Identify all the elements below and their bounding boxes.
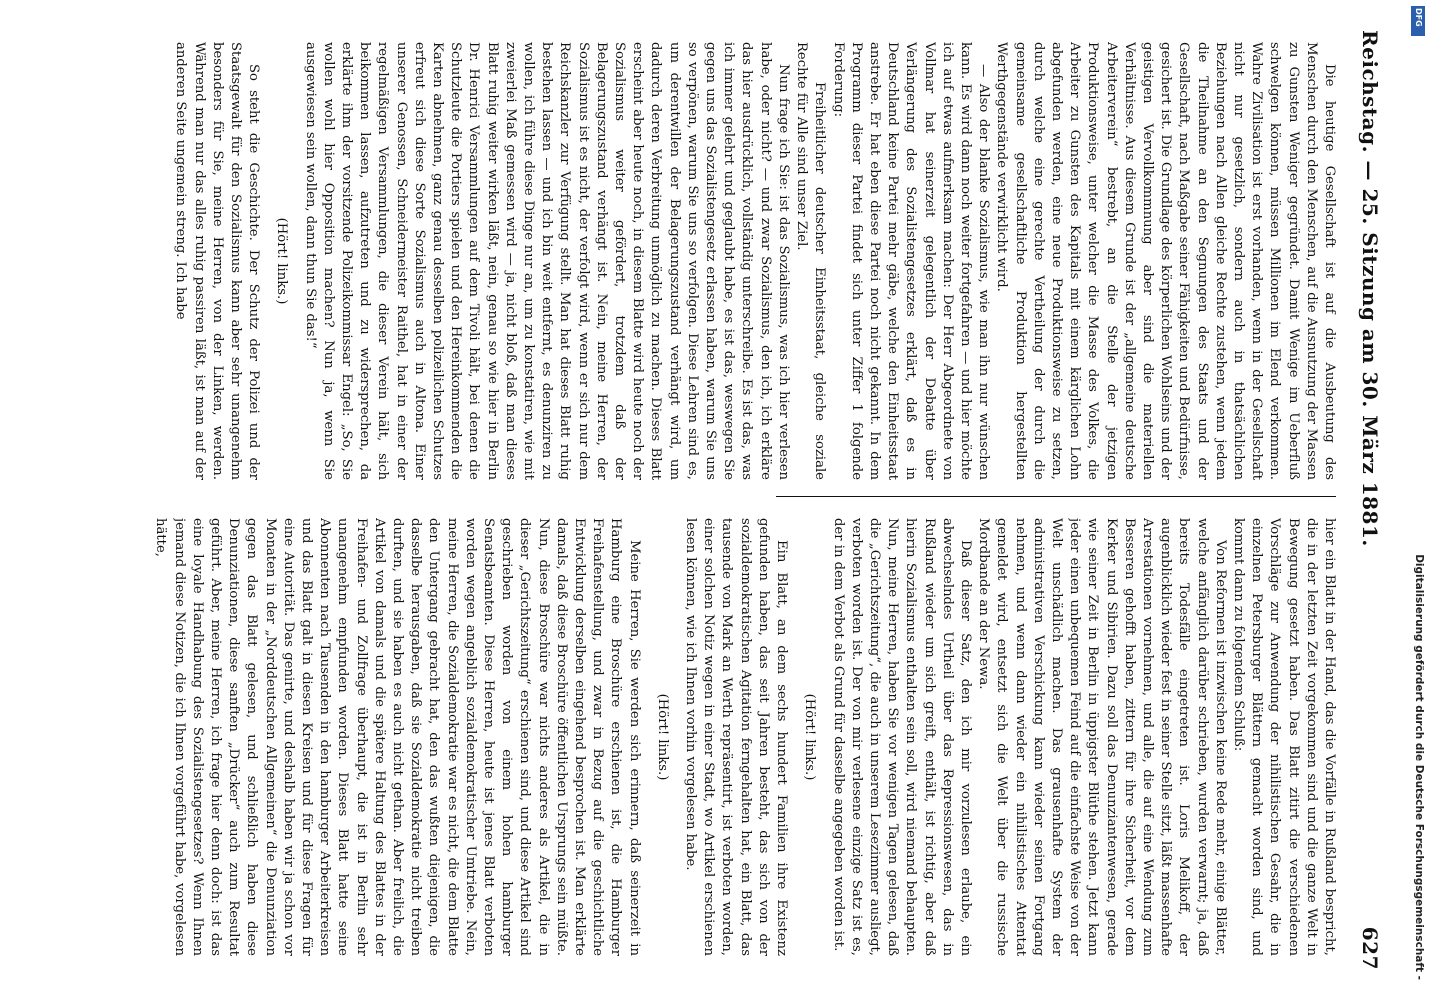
paragraph: Ein Blatt, an dem sechs hundert Familien ihre Existenz gefunden haben, das seit Jahren besteht, das sich von der sozialdemokratischen Agitation ferngehalten hat, ein Blatt, das tausende von Mark an Werth repräsentirt, ist verboten worden, einer solchen Notiz wegen in einer Stadt, wo Artikel erschienen lesen können, wie ich Ihnen vorhin vorgelesen habe. bbox=[683, 518, 790, 956]
dfg-logo-text: DFG bbox=[1414, 8, 1423, 27]
interjection: (Hört! links.) bbox=[274, 217, 290, 305]
page-header bbox=[1348, 30, 1382, 970]
dfg-logo bbox=[1411, 6, 1425, 36]
left-column bbox=[30, 42, 1338, 480]
paragraph: Meine Herren, Sie werden sich erinnern, daß seinerzeit in Hamburg eine Broschüre erschienen ist, die Hamburger Freihafenstellung, und zwar in Bezug auf die geschichtliche Entwicklung derselben eingehend besprochen ist. Man erklärte damals, daß diese Broschüre öffentlichen Ursprungs sein müßte. Nun, diese Broschüre war nichts anderes als Artikel, die in dieser „Gerichtszeitung“ erschienen sind, und diese Artikel sind geschrieben worden von einem hohen hamburger Senatsbeamten. Diese Herren, heute ist jenes Blatt verboten worden wegen angeblich sozialdemokratischer Umtriebe. Nein, meine Herren, die Sozialdemokratie war es nicht, die dem Blatte den Untergang gebracht hat, den das wußten diejenigen, die dasselbe herausgaben, daß sie Sozialdemokratie nicht treiben durften, und sie haben es auch nicht gethan. Aber freilich, die Artikel von damals und die spätere Haltung des Blattes in der Freihafen- und Zollfrage überhaupt, die ist in Berlin sehr unangenehm empfunden worden. Dieses Blatt hatte seine Abonnenten nach Tausenden in den hamburger Arbeiterkreisen und das Blatt galt in diesen Kreisen und für diese Fragen für eine Autorität. Das genirte, und deshalb haben wir ja schon vor Monaten in der „Norddeutschen Allgemeinen“ die Denunziation gegen das Blatt gelesen, und schließlich haben diese Denunziationen, diese sanften „Drücker“ auch zum Resultat geführt. Aber, meine Herren, ich frage hier denn doch: ist das eine loyale Handhabung des Sozialistengesetzes? Wenn Ihnen jemand diese Notizen, die ich Ihnen vorgeführt habe, vorgelesen hätte, bbox=[153, 518, 642, 956]
running-title: Reichstag. — 25. Sitzung am 30. März 1881. bbox=[1358, 30, 1382, 547]
paragraph: hier ein Blatt in der Hand, das die Vorfälle in Rußland bespricht, die in der letzten Zeit vorgekommen sind und die ganze Welt in Bewegung gesetzt haben. Das Blatt zitirt die verschiedenen Vorschläge zur Anwendung der nihilistischen Gesahr, die in einzelnen Petersburger Blättern gemacht worden sind, und kommt dann zu folgendem Schluß: bbox=[1230, 518, 1337, 956]
paragraph: — Also der blanke Sozialismus, wie man ihn nur wünschen kann. Es wird dann noch weiter fortgefahren — und hier möchte ich auf etwas aufmerksam machen: Der Herr Abgeordnete von Vollmar hat seinerzeit gelegentlich der Debatte über Verlängerung des Sozialistengesetzes erklärt, daß es in Deutschland keine Partei mehr gäbe, welche den Einheitsstaat anstrebe. Er hat eben diese Partei noch nicht gekannt. In dem Programm dieser Partei findet sich unter Ziffer 1 folgende Forderung: bbox=[830, 42, 992, 480]
digitization-note-text: Digitalisierung gefördert durch die Deutsche Forschungsgemeinschaft - bbox=[1413, 554, 1425, 980]
paragraph: Nun frage ich Sie: ist das Sozialismus, was ich hier verlesen habe, oder nicht? — und zwar Sozialismus, den ich, ich erkläre das hier ausdrücklich, vollständig unterschreibe. Es ist das, was ich immer gelehrt und geglaubt habe, es ist das, weswegen Sie gegen uns das Sozialistengesetz erlassen haben, warum Sie uns so verpönen, warum Sie uns so verfolgen. Diese Lehren sind es, um derentwillen der Belagerungszustand verhängt wird, um dadurch deren Verbreitung unmöglich zu machen. Dieses Blatt erscheint aber heute noch, in diesem Blatte wird heute noch der Sozialismus weiter gefördert, trotzdem daß der Belagerungszustand verhängt ist. Nein, meine Herren, der Sozialismus ist es nicht, der verfolgt wird, wenn er sich nur dem Reichskanzler zur Verfügung stellt. Man hat dieses Blatt ruhig bestehen lassen — und ich bin weit entfernt, es denunziren zu wollen, ich führe diese Dinge nur an, um zu konstatiren, wie mit zweierlei Maß gemessen wird — ja, nicht bloß, daß man dieses Blatt ruhig weiter wirken läßt, nein, genau so wie hier in Berlin Dr. Henrici Versammlungen auf dem Tivoli hält, bei denen die Schutzleute die Portiers spielen und den Hereinkommenden die Karten abnehmen, ganz genau desselben polizeilichen Schutzes erfreut sich diese Sorte Sozialismus auch in Altona. Einer unserer Genossen, Schneidermeister Raithel, hat in einer der regelmäßigen Versammlungen, die dieser Verein hält, sich beikommen lassen, aufzutreten und zu widersprechen, da erklärte ihm der vorsitzende Polizeikommissar Engel: „So, Sie wollen wohl hier Opposition machen? Nun ja, wenn Sie ausgewiesen sein wollen, dann thun Sie das!“ bbox=[302, 42, 791, 480]
column-divider bbox=[776, 496, 1336, 497]
page-number: 627 bbox=[1358, 926, 1382, 970]
digitization-note bbox=[1405, 40, 1429, 980]
paragraph: So steht die Geschichte. Der Schutz der Polizei und der Staatsgewalt für den Sozialismus kann aber sehr unangenehm besonders für Sie, meine Herren, von der Linken, werden. Während man nur das alles ruhig passiren läßt, ist man auf der anderen Seite ungemein streng. Ich habe bbox=[173, 42, 262, 480]
paragraph: Von Reformen ist inzwischen keine Rede mehr, einige Blätter, welche anfänglich darüber schrieben, wurden verwarnt; ja, daß bereits Todesfälle eingetreten ist. Loris Melikoff, der augenblicklich wieder fest in seiner Stelle sitzt, läßt massenhafte Arrestationen vornehmen, und alle, die auf eine Wendung zum Besseren gehofft haben, zittern für ihre Sicherheit, vor dem Kerker und Sibirien. Dazu soll das Denunziantenwesen, gerade wie seiner Zeit in Berlin in üppigster Blüthe stehen. Jetzt kann jeder einen unbequemen Feind auf die einfachste Weise von der Welt unschädlich machen. Das grausenhafte System der administrativen Verschickung kann wieder seinen Fortgang nehmen, und wenn dann wieder ein nihilistisches Attentat gemeldet wird, entsetzt sich die Welt über die russische Mordbande an der Newa. bbox=[976, 518, 1228, 956]
paragraph: Freiheitlicher deutscher Einheitsstaat, gleiche soziale Rechte für Alle sind unser Ziel. bbox=[794, 42, 828, 480]
interjection: (Hört! links.) bbox=[654, 693, 670, 781]
paragraph: Daß dieser Satz, den ich mir vorzulesen erlaube, ein abwechselndes Urtheil über das Repressionswesen, das in Rußland wieder um sich greift, enthält, ist richtig, aber daß hierin Sozialismus enthalten sein soll, wird niemand behaupten. Nun, meine Herren, haben Sie vor wenigen Tagen gelesen, daß die „Gerichtszeitung“, die auch in unserem Lesezimmer ausliegt, verboten worden ist. Der von mir verlesene einzige Satz ist es, der in dem Verbot als Grund für dasselbe angegeben worden ist. bbox=[830, 518, 973, 956]
paragraph: Die heutige Gesellschaft ist auf die Ausbeutung des Menschen durch den Menschen, auf die Ausnutzung der Massen zu Gunsten Weniger gegründet. Damit Wenige im Ueberfluß schwelgen können, müssen Millionen im Elend verkommen. Wahre Zivilisation ist erst vorhanden, wenn in der Gesellschaft nicht nur gesetzlich, sondern auch in thatsächlichen Beziehungen nach Allen gleiche Rechte zustehen, wenn jedem die Theilnahme an den Segnungen des Staats und der Gesellschaft, nach Maßgabe seiner Fähigkeiten und Bedürfnisse, gesichert ist. Die Grundlage des körperlichen Wohlseins und der geistigen Vervollkommnung aber sind die materiellen Verhältnisse. Aus diesem Grunde ist der „allgemeine deutsche Arbeiterverein“ bestrebt, an die Stelle der jetzigen Produktionsweise, unter welcher die Masse des Volkes, die Arbeiter zu Gunsten des Kapitals mit einem kärglichen Lohn abgefunden werden, eine neue Produktionsweise zu setzen, durch welche eine gerechte Vertheilung der durch die gemeinsame gesellschaftliche Produktion hergestellten Werthgegenstände verwirklicht wird. bbox=[994, 42, 1337, 480]
interjection: (Hört! links.) bbox=[802, 693, 818, 781]
right-column bbox=[30, 518, 1338, 956]
